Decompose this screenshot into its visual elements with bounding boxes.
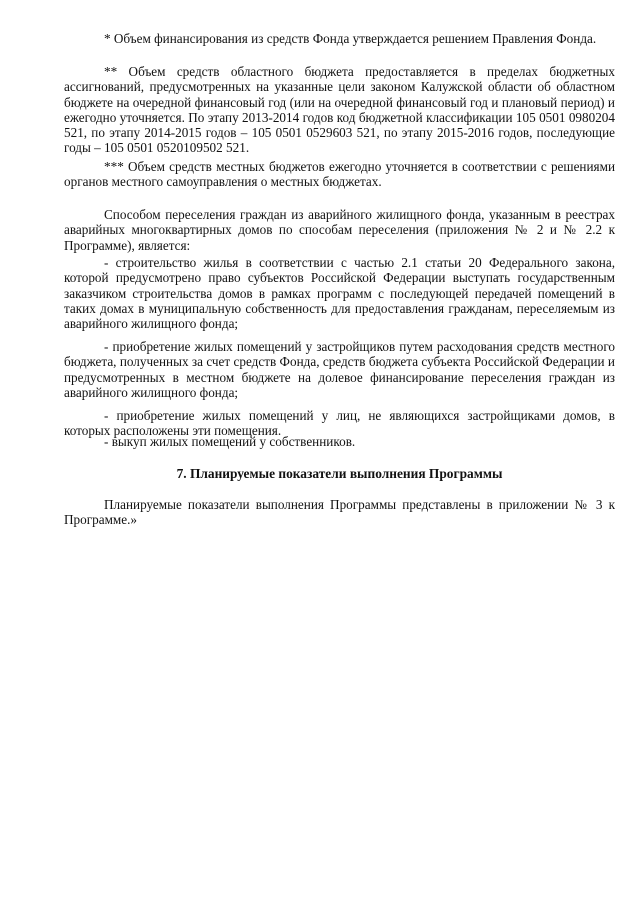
resettlement-item-purchase-from-non-developers: - приобретение жилых помещений у лиц, не являющихся застройщиками домов, в которых расположены эти помещения. [64,408,615,439]
resettlement-item-purchase-from-developers: - приобретение жилых помещений у застройщиков путем расходования средств местного бюджета, полученных за счет средств Фонда, средств бюджета субъекта Российской Федерации и предусмотренных в местном бюджете на долевое финансирование переселения граждан из аварийного жилищного фонда; [64,339,615,400]
footnote-single-asterisk: * Объем финансирования из средств Фонда утверждается решением Правления Фонда. [104,31,597,46]
resettlement-item-construction: - строительство жилья в соответствии с частью 2.1 статьи 20 Федерального закона, которой предусмотрено право субъектов Российской Федерации выступать государственным заказчиком строительства домов в рамках программ с последующей передачей помещений в таких домах в муниципальную собственность для предоставления гражданам, переселяемым из аварийного жилищного фонда; [64,255,615,332]
section-7-heading: 7. Планируемые показатели выполнения Программы [176,466,503,481]
footnote-triple-asterisk: *** Объем средств местных бюджетов ежегодно уточняется в соответствии с решениями органов местного самоуправления о местных бюджетах. [64,159,615,190]
footnote-double-asterisk: ** Объем средств областного бюджета предоставляется в пределах бюджетных ассигнований, предусмотренных на указанные цели законом Калужской области об областном бюджете на очередной финансовый год (или на очередной финансовый год и плановый период) и ежегодно уточняется. По этапу 2013-2014 годов код бюджетной классификации 105 0501 0980204 521, по этапу 2014-2015 годов – 105 0501 0529603 521, по этапу 2015-2016 годов, последующие годы – 105 0501 0520109502 521. [64,64,615,156]
resettlement-intro-paragraph: Способом переселения граждан из аварийного жилищного фонда, указанным в реестрах аварийных многоквартирных домов по способам переселения (приложения № 2 и № 2.2 к Программе), является: [64,207,615,253]
resettlement-item-buyout: - выкуп жилых помещений у собственников. [104,434,356,449]
section-7-paragraph: Планируемые показатели выполнения Программы представлены в приложении № 3 к Программе.» [64,497,615,528]
